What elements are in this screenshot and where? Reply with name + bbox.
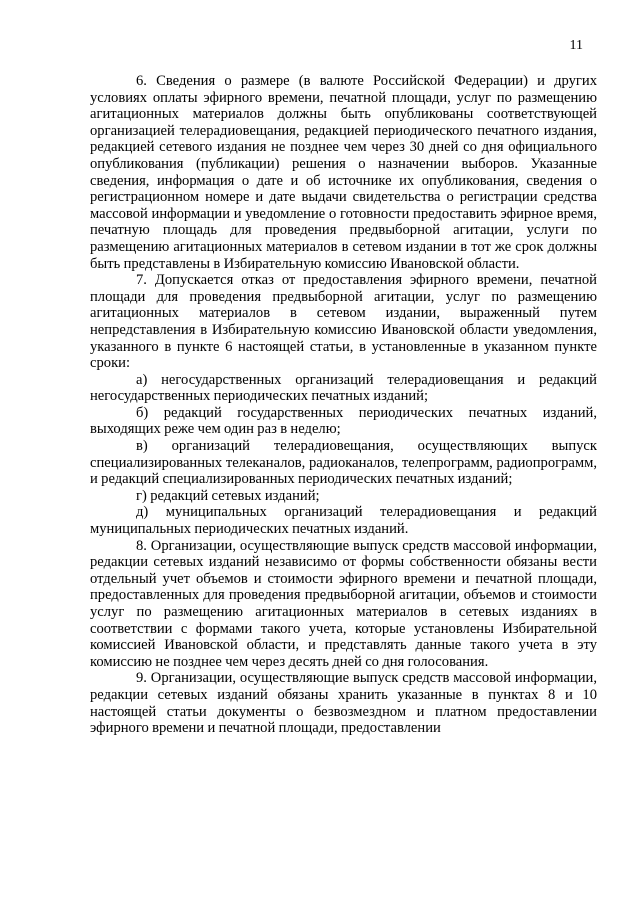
paragraph-7: 7. Допускается отказ от предоставления эфирного времени, печатной площади для проведения предвыборной агитации, услуг по размещению агитационных материалов в сетевом издании, выраженный путем непредставления в Избирательную комиссию Ивановской области уведомления, указанного в пункте 6 настоящей статьи, в установленные в указанном пункте сроки: <box>90 272 597 372</box>
list-item-g: г) редакций сетевых изданий; <box>136 487 320 504</box>
list-item-a: а) негосударственных организаций телерадиовещания и редакций негосударственных периодических печатных изданий; <box>90 371 597 405</box>
list-item-b: б) редакций государственных периодических печатных изданий, выходящих реже чем один раз в неделю; <box>90 404 597 438</box>
page-number: 11 <box>569 38 583 53</box>
paragraph-8: 8. Организации, осуществляющие выпуск средств массовой информации, редакции сетевых изданий независимо от формы собственности обязаны вести отдельный учет объемов и стоимости эфирного времени и печатной площади, предоставленных для проведения предвыборной агитации, объемов и стоимости услуг по размещению агитационных материалов в сетевых изданиях в соответствии с формами такого учета, которые установлены Избирательной комиссией Ивановской области, и представлять данные такого учета в эту комиссию не позднее чем через десять дней со дня голосования. <box>90 537 597 670</box>
paragraph-9: 9. Организации, осуществляющие выпуск средств массовой информации, редакции сетевых изданий обязаны хранить указанные в пунктах 8 и 10 настоящей статьи документы о безвозмездном и платном предоставлении эфирного времени и печатной площади, предоставлении <box>90 670 597 737</box>
list-item-d: д) муниципальных организаций телерадиовещания и редакций муниципальных периодических печатных изданий. <box>90 504 597 538</box>
list-item-v: в) организаций телерадиовещания, осуществляющих выпуск специализированных телеканалов, радиоканалов, телепрограмм, радиопрограмм, и редакций специализированных периодических печатных изданий; <box>90 438 597 488</box>
paragraph-6: 6. Сведения о размере (в валюте Российской Федерации) и других условиях оплаты эфирного времени, печатной площади, услуг по размещению агитационных материалов должны быть опубликованы соответствующей организацией телерадиовещания, редакцией периодического печатного издания, редакцией сетевого издания не позднее чем через 30 дней со дня официального опубликования (публикации) решения о назначении выборов. Указанные сведения, информация о дате и об источнике их опубликования, сведения о регистрационном номере и дате выдачи свидетельства о регистрации средства массовой информации и уведомление о готовности предоставить эфирное время, печатную площадь для проведения предвыборной агитации, услуги по размещению агитационных материалов в сетевом издании в тот же срок должны быть представлены в Избирательную комиссию Ивановской области. <box>90 73 597 272</box>
document-body <box>90 73 597 737</box>
